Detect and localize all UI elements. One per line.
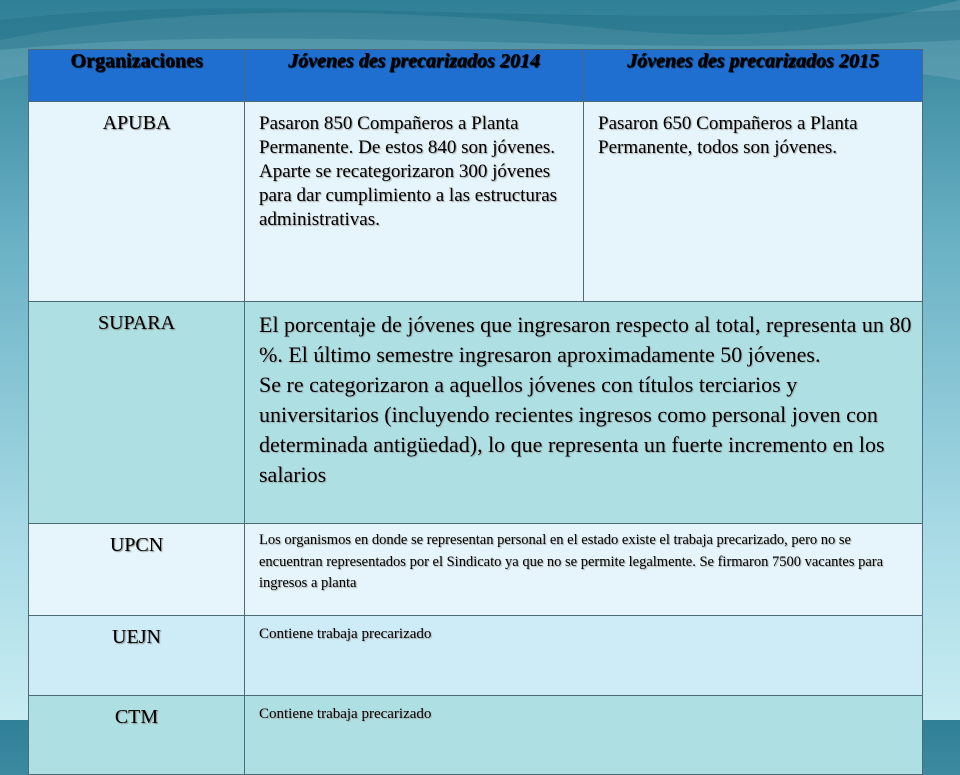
header-2015: Jóvenes des precarizados 2015 xyxy=(584,50,923,102)
table-header-row xyxy=(29,50,923,102)
merged-cell: Contiene trabaja precarizado xyxy=(245,616,923,696)
org-cell: SUPARA xyxy=(29,302,245,524)
cell-2015: Pasaron 650 Compañeros a Planta Permanente, todos son jóvenes. xyxy=(584,102,923,302)
merged-paragraph-1: El porcentaje de jóvenes que ingresaron respecto al total, representa un 80 %. El último semestre ingresaron aproximadamente 50 jóvenes. xyxy=(259,312,912,367)
table-row-apuba xyxy=(29,102,923,302)
organizations-table xyxy=(28,49,923,775)
header-organizaciones: Organizaciones xyxy=(29,50,245,102)
cell-2014: Pasaron 850 Compañeros a Planta Permanente. De estos 840 son jóvenes. Aparte se recategorizaron 300 jóvenes para dar cumplimiento a las estructuras administrativas. xyxy=(245,102,584,302)
merged-cell: Los organismos en donde se representan personal en el estado existe el trabaja precarizado, pero no se encuentran representados por el Sindicato ya que no se permite legalmente. Se firmaron 7500 vacantes para ingresos a planta xyxy=(245,524,923,616)
header-2014: Jóvenes des precarizados 2014 xyxy=(245,50,584,102)
table-row-upcn xyxy=(29,524,923,616)
merged-cell xyxy=(245,302,923,524)
merged-paragraph-2: Se re categorizaron a aquellos jóvenes con títulos terciarios y universitarios (incluyendo recientes ingresos como personal joven con determinada antigüedad), lo que representa un fuerte incremento en los salarios xyxy=(259,372,885,487)
table-row-supara xyxy=(29,302,923,524)
org-cell: UEJN xyxy=(29,616,245,696)
org-cell: CTM xyxy=(29,696,245,775)
merged-cell: Contiene trabaja precarizado xyxy=(245,696,923,775)
org-cell: UPCN xyxy=(29,524,245,616)
org-cell: APUBA xyxy=(29,102,245,302)
table-row-ctm xyxy=(29,696,923,775)
table-row-uejn xyxy=(29,616,923,696)
